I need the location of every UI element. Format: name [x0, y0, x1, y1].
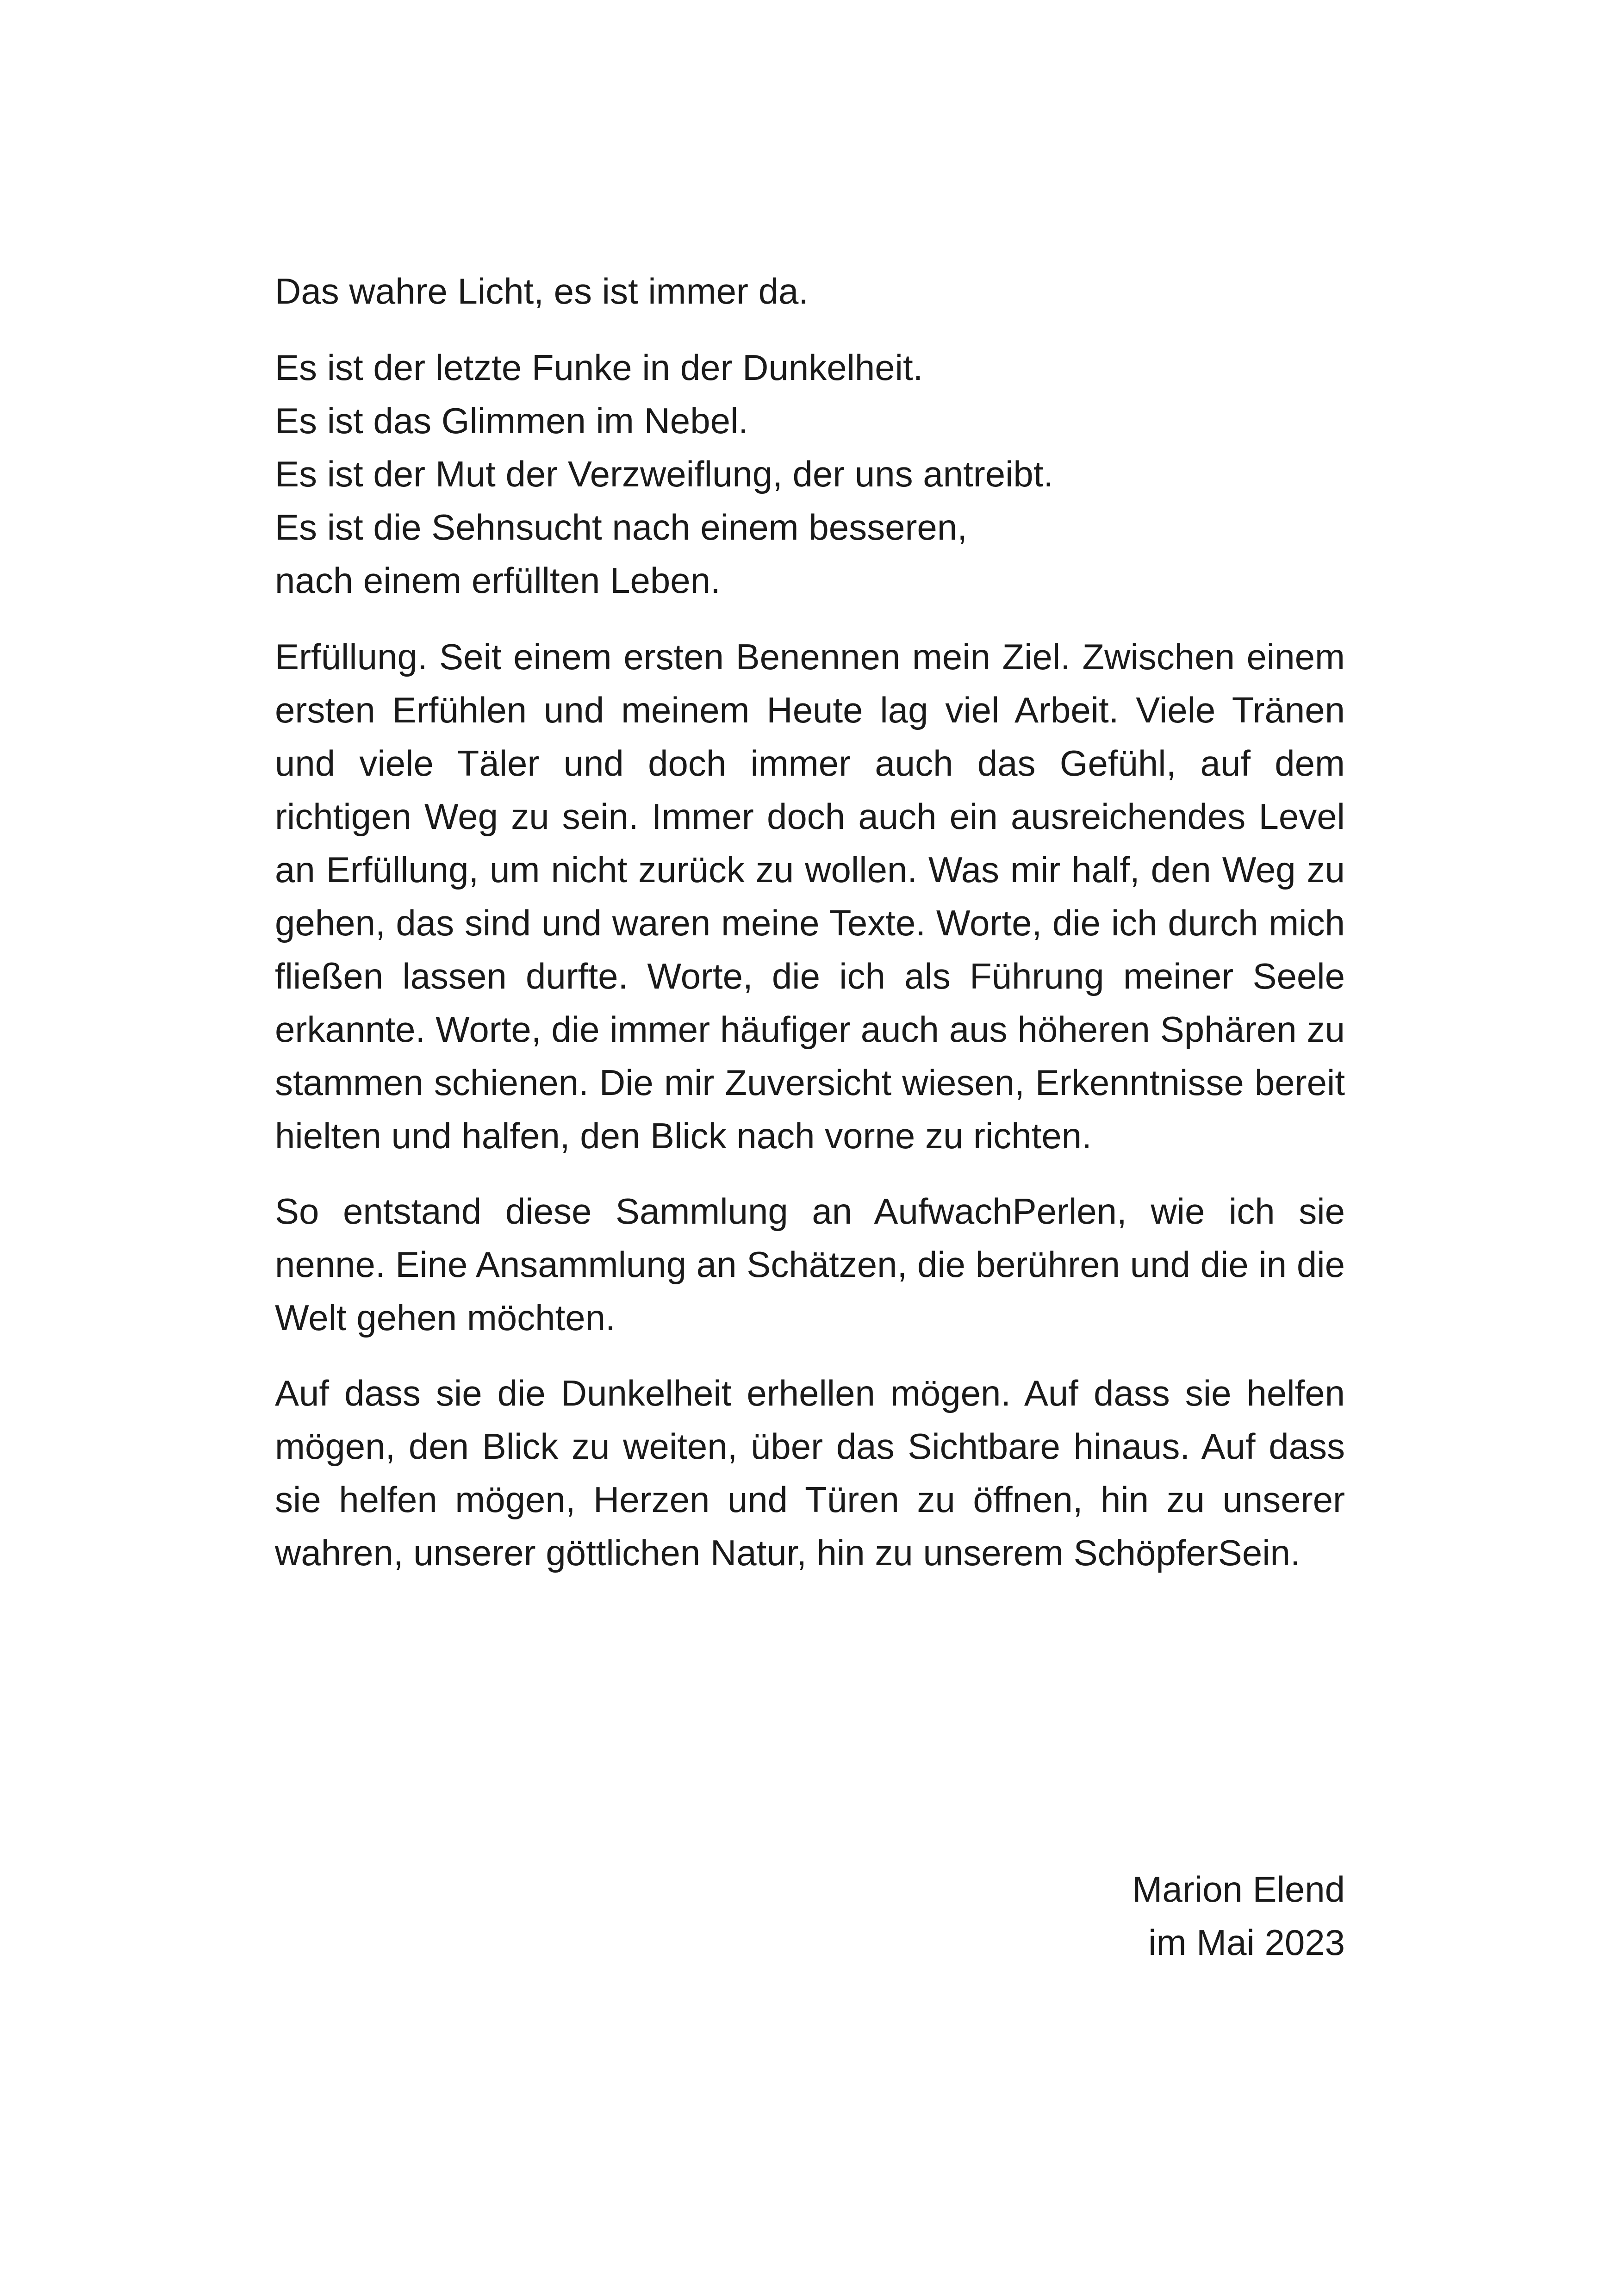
- signature-date: im Mai 2023: [1148, 1922, 1345, 1963]
- stanza-line: Es ist der letzte Funke in der Dunkelheit.: [275, 347, 923, 388]
- document-body: [275, 265, 1345, 1580]
- paragraph-fulfillment: Erfüllung. Seit einem ersten Benennen mein Ziel. Zwischen einem ersten Erfühlen und meinem Heute lag viel Arbeit. Viele Tränen und viele Täler und doch immer auch das Gefühl, auf dem richtigen Weg zu sein. Immer doch auch ein ausreichendes Level an Erfüllung, um nicht zurück zu wollen. Was mir half, den Weg zu gehen, das sind und waren meine Texte. Worte, die ich durch mich fließen lassen durfte. Worte, die ich als Führung meiner Seele erkannte. Worte, die immer häufiger auch aus höheren Sphären zu stammen schienen. Die mir Zuversicht wiesen, Erkenntnisse bereit hielten und halfen, den Blick nach vorne zu richten.: [275, 636, 1345, 1156]
- author-name: Marion Elend: [1132, 1869, 1345, 1910]
- stanza-line: Es ist die Sehnsucht nach einem besseren,: [275, 507, 967, 548]
- stanza-line: Es ist der Mut der Verzweiflung, der uns antreibt.: [275, 454, 1054, 494]
- opening-text: Das wahre Licht, es ist immer da.: [275, 271, 809, 311]
- stanza: [275, 341, 1345, 607]
- paragraph-wishes: Auf dass sie die Dunkelheit erhellen mögen. Auf dass sie helfen mögen, den Blick zu weiten, über das Sichtbare hinaus. Auf dass sie helfen mögen, Herzen und Türen zu öffnen, hin zu unserer wahren, unserer göttlichen Natur, hin zu unserem SchöpferSein.: [275, 1373, 1345, 1573]
- signature-block: [1132, 1863, 1345, 1969]
- paragraph-collection: So entstand diese Sammlung an AufwachPerlen, wie ich sie nenne. Eine Ansammlung an Schätzen, die berühren und die in die Welt gehen möchten.: [275, 1191, 1345, 1338]
- stanza-line: Es ist das Glimmen im Nebel.: [275, 400, 748, 441]
- stanza-line: nach einem erfüllten Leben.: [275, 560, 721, 601]
- opening-line: [275, 265, 1345, 318]
